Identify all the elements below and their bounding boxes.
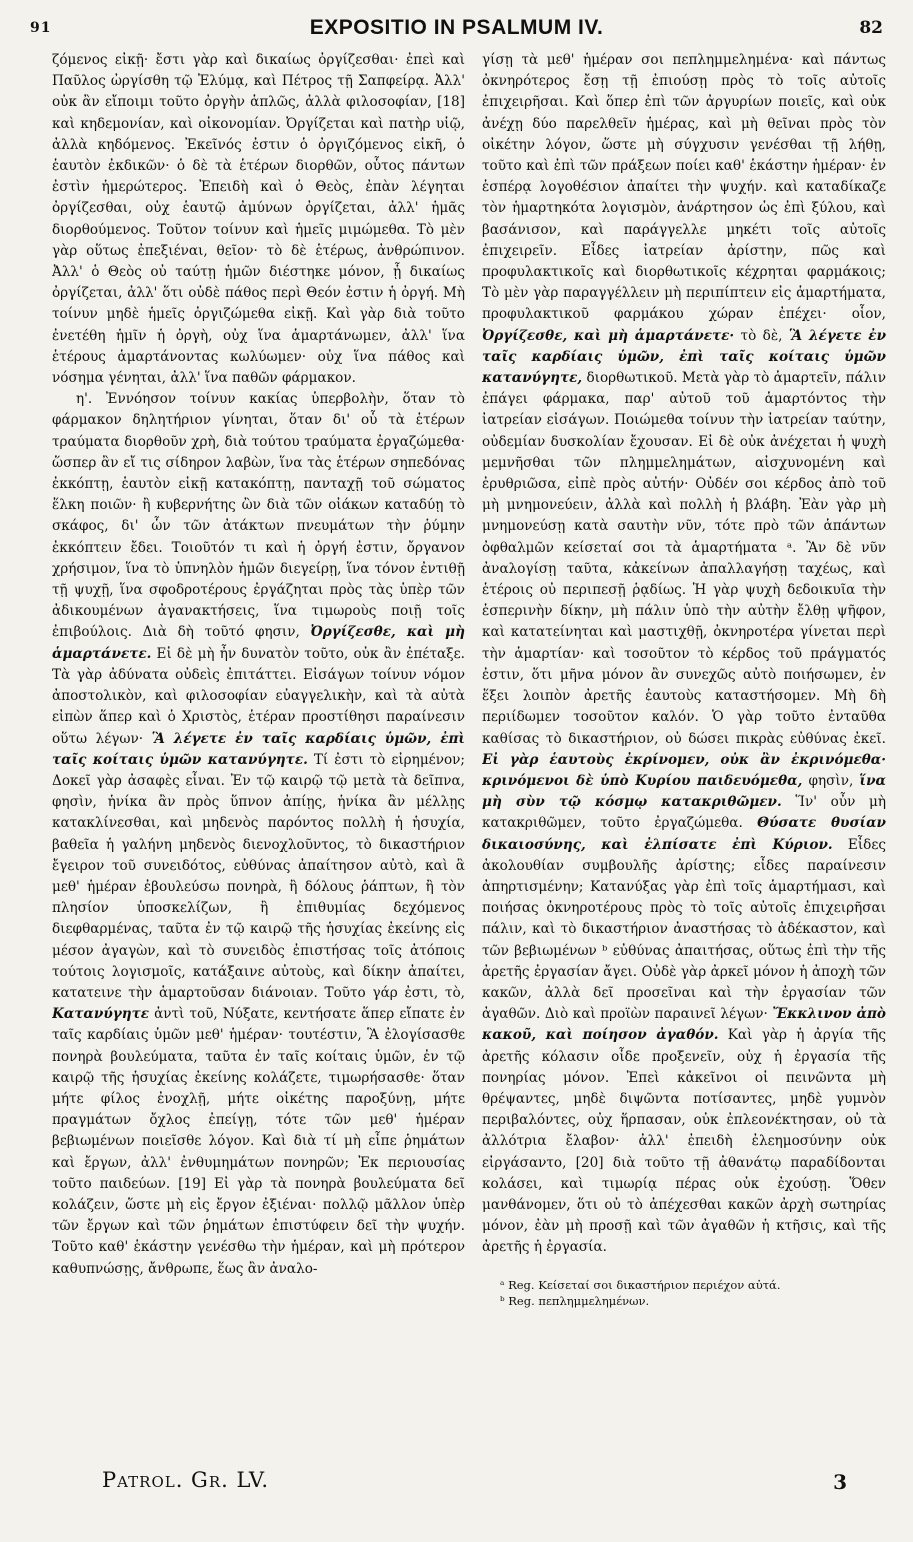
volume-signature: Patrol. Gr. LV. bbox=[102, 1468, 270, 1492]
right-column bbox=[482, 50, 886, 1450]
scripture-quote: Κατανύγητε bbox=[52, 1006, 150, 1023]
text-run: Τί ἐστι τὸ εἰρημένον; Δοκεῖ γὰρ ἀσαφὲς εἶναι. Ἐν τῷ καιρῷ τῷ μετὰ τὰ δεῖπνα, φησὶν, ἡνίκα ἂν πρὸς ὕπνον ἀπίῃς, ἡνίκα ἂν μέλλῃς κατακλίνεσθαι, καὶ μηδενὸς παρόντος πολλὴ ἡ ἡσυχία, βαθεῖα ἡ γαλήνη μηδενὸς διενοχλοῦντος, τὸ δικαστήριον ἔγειρον τοῦ συνειδότος, εὐθύνας ἀπαίτησον αὐτὸ, καὶ ἃ μεθ' ἡμέραν ἐβουλεύσω πονηρὰ, ἢ δόλους ῥάπτων, ἢ τὸν πλησίον ὑποσκελίζων, ἢ ἐπιθυμίας δεχόμενος διεφθαρμένας, ταῦτα ἐν τῷ καιρῷ τῆς ἡσυχίας ἐκείνης εἰς μέσον ἀγαγὼν, καὶ τὸ συνειδὸς ἐπιστήσας τοῖς ἀτόποις τούτοις λογισμοῖς, κατάξαινε αὐτοὺς, καὶ δίκην ἀπαίτει, κατατεινε τὴν ἁμαρτοῦσαν διάνοιαν. Τοῦτο γάρ ἐστι, τὸ, bbox=[52, 751, 465, 1001]
scripture-quote: Εἰ γὰρ ἑαυτοὺς ἐκρίνομεν, οὐκ ἂν ἐκρινόμεθα· κρινόμενοι δὲ ὑπὸ Κυρίου παιδευόμεθα, bbox=[482, 751, 886, 789]
text-run: η'. Ἐννόησον τοίνυν κακίας ὑπερβολὴν, ὅταν τὸ φάρμακον δηλητήριον γίνηται, ὅταν δι' οὗ τὰ ἑτέρων τραύματα διορθοῦν χρὴ, διὰ τούτου τραύματα ἐργαζώμεθα· ὥσπερ ἂν εἴ τις σίδηρον λαβὼν, ἵνα τὰς ἑτέρων σηπεδόνας ἐκκόπτῃ, ἑαυτὸν εἰκῇ κατακόπτῃ, πανταχῇ τοῦ σώματος ἕλκη ποιῶν· ἢ κυβερνήτης ὢν διὰ τῶν οἰάκων καταδύῃ τὸ σκάφος, δι' ὧν τῶν ἀτάκτων πνευμάτων τὴν ῥύμην ἐκκόπτειν ἔδει. Τοιοῦτόν τι καὶ ἡ ὀργή ἐστιν, ὄργανον χρήσιμον, ἵνα τὸ ὑπνηλὸν ἡμῶν διεγείρῃ, ἵνα τόνον ἐντιθῇ τῇ ψυχῇ, ἵνα σφοδροτέρους ἐργάζηται πρὸς τὰς ὑπὲρ τῶν ἀδικουμένων ἀγανακτήσεις, ἵνα τιμωροὺς ποιῇ τοῖς ἐπιβούλοις. Διὰ δὴ τοῦτό φησιν, bbox=[52, 391, 465, 641]
scripture-quote: Ἃ λέγετε ἐν ταῖς καρδίαις ὑμῶν, ἐπὶ ταῖς κοίταις ὑμῶν κατανύγητε, bbox=[482, 327, 886, 387]
text-run: Ἵν' οὖν μὴ κατακριθῶμεν, τοῦτο ἐργαζώμεθα. bbox=[482, 794, 886, 832]
paragraph bbox=[482, 50, 886, 1259]
scripture-quote: ἵνα μὴ σὺν τῷ κόσμῳ κατακριθῶμεν. bbox=[482, 772, 886, 811]
scripture-quote: Ἃ λέγετε ἐν ταῖς καρδίαις ὑμῶν, ἐπὶ ταῖς κοίταις ὑμῶν κατανύγητε. bbox=[52, 730, 465, 768]
scripture-quote: Ὀργίζεσθε, καὶ μὴ ἁμαρτάνετε· bbox=[482, 327, 735, 344]
paragraph: ζόμενος εἰκῇ· ἔστι γὰρ καὶ δικαίως ὀργίζεσθαι· ἐπεὶ καὶ Παῦλος ὠργίσθη τῷ Ἐλύμᾳ, καὶ Πέτρος τῇ Σαπφείρᾳ. Ἀλλ' οὐκ ἂν εἴποιμι τοῦτο ὀργὴν ἁπλῶς, ἀλλὰ φιλοσοφίαν, [18] καὶ κηδεμονίαν, καὶ οἰκονομίαν. Ὀργίζεται καὶ πατὴρ υἱῷ, ἀλλὰ κηδόμενος. Ἐκεῖνός ἐστιν ὁ ὀργιζόμενος εἰκῆ, ὁ ἑαυτὸν ἐκδικῶν· ὁ δὲ τὰ ἑτέρων διορθῶν, οὗτος πάντων ἐστὶν ἡμερώτερος. Ἐπειδὴ καὶ ὁ Θεὸς, ἐπὰν λέγηται ὀργίζεσθαι, οὐχ ἑαυτῷ ἀμύνων ὀργίζεται, ἀλλ' ἡμᾶς διορθούμενος. Τοῦτον τοίνυν καὶ ἡμεῖς μιμώμεθα. Τὸ μὲν γὰρ οὕτως ἐπεξιέναι, θεῖον· τὸ δὲ ἑτέρως, ἀνθρώπινον. Ἀλλ' ὁ Θεὸς οὐ ταύτῃ ἡμῶν διέστηκε μόνον, ᾗ δικαίως ὀργίζεται, ἀλλ' ὅτι οὐδὲ πάθος περὶ Θεόν ἐστιν ἡ ὀργή. Μὴ τοίνυν μηδὲ ἡμεῖς ὀργιζώμεθα εἰκῇ. Καὶ γὰρ διὰ τοῦτο ἐνετέθη ἡμῖν ἡ ὀργὴ, οὐχ ἵνα ἁμαρτάνωμεν, ἀλλ' ἵνα ἑτέρους ἁμαρτάνοντας κωλύωμεν· οὐχ ἵνα πάθος καὶ νόσημα γένηται, ἀλλ' ἵνα παθῶν φάρμακον. bbox=[52, 52, 465, 387]
text-run: τὸ δὲ, bbox=[734, 327, 789, 344]
page-number-left: 91 bbox=[30, 20, 52, 36]
text-run: Εἰ δὲ μὴ ἦν δυνατὸν τοῦτο, οὐκ ἂν ἐπέταξε. Τὰ γὰρ ἀδύνατα οὐδεὶς ἐπιτάττει. Εἰσάγων τοίνυν νόμον ἀποστολικὸν, καὶ φιλοσοφίαν εὐαγγελικὴν, καὶ τὰ αὐτὰ εἰπὼν ἅπερ καὶ ὁ Χριστὸς, ἑτέραν προστίθησι παραίνεσιν οὕτω λέγων· bbox=[52, 645, 465, 747]
text-run: φησὶν, bbox=[802, 772, 860, 789]
page-footer bbox=[52, 1468, 873, 1508]
scripture-quote: Ὀργίζεσθε, καὶ μὴ ἁμαρτάνετε. bbox=[52, 624, 465, 662]
gathering-number: 3 bbox=[833, 1470, 847, 1494]
text-run: Εἶδες ἀκολουθίαν συμβουλῆς ἀρίστης; εἶδες παραίνεσιν ἀπηρτισμένην; Κατανύξας γὰρ ἐπὶ τοῖς ἁμαρτήμασι, καὶ ποιήσας ὀκνηροτέρους πρὸς τὸ τοῖς αὐτοῖς ἐπιχειρῆσαι πάλιν, καὶ τὸ δικαστήριον ἀναστήσας τὸ ἀδέκαστον, καὶ τῶν βεβιωμένων ᵇ εὐθύνας ἀπαιτήσας, οὕτως ἐπὶ τὴν τῆς ἀρετῆς ἐργασίαν ἄγει. Οὐδὲ γὰρ ἀρκεῖ μόνον ἡ ἀποχὴ τῶν κακῶν, ἀλλὰ δεῖ προσεῖναι καὶ τὴν ἐργασίαν τῶν ἀγαθῶν. Διὸ καὶ προϊὼν παραινεῖ λέγων· bbox=[482, 836, 886, 1023]
text-run: διορθωτικοῦ. Μετὰ γὰρ τὸ ἁμαρτεῖν, πάλιν ἐπάγει φάρμακα, παρ' αὐτοῦ τοῦ ἁμαρτόντος τὴν ἰατρείαν εἰσάγων. Ποιώμεθα τοίνυν τὴν ἰατρείαν ταύτην, οὐδεμίαν δυσκολίαν ἔχουσαν. Εἰ δὲ οὐκ ἀνέχεται ἡ ψυχὴ μεμνῆσθαι τῶν πλημμελημάτων, αἰσχυνομένη καὶ ἐρυθριῶσα, εἰπὲ πρὸς αὐτήν· Οὐδέν σοι κέρδος ἀπὸ τοῦ μὴ μνημονεύειν, ἀλλὰ καὶ πολλὴ ἡ βλάβη. Ἐὰν γὰρ μὴ μνημονεύσῃ κατὰ σαυτὴν νῦν, τότε πρὸ τῶν ἁπάντων ὀφθαλμῶν κείσεταί σοι τὰ ἁμαρτήματα ᵃ. Ἂν δὲ νῦν ἀναλογίσῃ ταῦτα, κἀκείνων ἀπαλλαγήσῃ ταχέως, καὶ ἑτέροις οὐ περιπεσῇ ῥᾳδίως. Ἡ γὰρ ψυχὴ δεδοικυῖα τὴν ἑσπερινὴν δίκην, μὴ πάλιν ὑπὸ τὴν αὐτὴν ἔλθῃ ψῆφον, καὶ κατατείνηται καὶ μαστιχθῇ, ὀκνηροτέρα γίνεται περὶ τὴν ἁμαρτίαν· καὶ τοσοῦτον τὸ κέρδος τοῦ πράγματός ἐστιν, ὅτι μῆνα μόνον ἂν συνεχῶς αὐτὸ ποιήσωμεν, ἐν ἕξει λοιπὸν ἀρετῆς ἑαυτοὺς καταστήσομεν. Μὴ δὴ περιίδωμεν τοσοῦτον καλόν. Ὁ γὰρ τοῦτο ἐνταῦθα καθίσας τὸ δικαστήριον, οὐ δώσει πικρὰς εὐθύνας ἐκεῖ. bbox=[482, 370, 886, 747]
text-run: ἀντὶ τοῦ, Νύξατε, κεντήσατε ἅπερ εἴπατε ἐν ταῖς καρδίαις ὑμῶν μεθ' ἡμέραν· τουτέστιν, Ἃ ἐλογίσασθε πονηρὰ βουλεύματα, ταῦτα ἐν ταῖς κοίταις ὑμῶν, ἐν τῷ καιρῷ τῆς ἡσυχίας ἐκείνης κολάζετε, τιμωρήσασθε· ὅταν μήτε φίλος ἐνοχλῇ, μήτε οἰκέτης παροξύνῃ, μήτε πραγμάτων ὄχλος ἐπείγῃ, τότε τῶν μεθ' ἡμέραν βεβιωμένων ποιεῖσθε λόγον. Καὶ διὰ τί μὴ εἶπε ῥημάτων καὶ ἔργων, ἀλλ' ἐνθυμημάτων πονηρῶν; Ἐκ περιουσίας τοῦτο παιδεύων. [19] Εἰ γὰρ τὰ πονηρὰ βουλεύματα δεῖ κολάζειν, ὥστε μὴ εἰς ἔργον ἐξιέναι· πολλῷ μᾶλλον ὑπὲρ τῶν ἔργων καὶ τῶν ῥημάτων ἐπιστύφειν δεῖ τὴν ψυχήν. Τοῦτο καθ' ἑκάστην γενέσθω τὴν ἡμέραν, καὶ μὴ πρότερον καθυπνώσῃς, ἄνθρωπε, ἕως ἂν ἀναλο- bbox=[52, 1006, 465, 1277]
page-number-right: 82 bbox=[859, 18, 883, 38]
text-run: γίσῃ τὰ μεθ' ἡμέραν σοι πεπλημμελημένα· καὶ πάντως ὀκνηρότερος ἔσῃ τῇ ἐπιούσῃ πρὸς τὸ τοῖς αὐτοῖς ἐπιχειρῆσαι. Καὶ ὅπερ ἐπὶ τῶν ἀργυρίων ποιεῖς, καὶ οὐκ ἀνέχῃ δύο παρελθεῖν ἡμέρας, καὶ μὴ θεῖναι πρὸς τὸν οἰκέτην λόγον, ὥστε μὴ σύγχυσιν γενέσθαι τῇ λήθῃ, τοῦτο καὶ ἐπὶ τῶν πράξεων ποίει καθ' ἑκάστην ἡμέραν· ἐν ἑσπέρᾳ λογοθέσιον ἀπαίτει τὴν ψυχήν. καὶ καταδίκαζε τὸν ἡμαρτηκότα λογισμὸν, ἀνάρτησον ὡς ἐπὶ ξύλου, καὶ βασάνισον, καὶ παράγγελλε μηκέτι τοῖς αὐτοῖς ἐπιχειρεῖν. Εἶδες ἰατρείαν ἀρίστην, πῶς καὶ προφυλακτικοῖς καὶ διορθωτικοῖς κέχρηται φαρμάκοις; Τὸ μὲν γὰρ παραγγέλλειν μὴ περιπίπτειν εἰς ἁμαρτήματα, προφυλακτικοῦ φαρμάκου χώραν ἐπέχει· οἷον, bbox=[482, 52, 886, 323]
footnote-b: ᵇ Reg. πεπλημμελημένων. bbox=[500, 1293, 650, 1308]
left-column bbox=[52, 50, 465, 1450]
scripture-quote: Ἔκκλινον ἀπὸ κακοῦ, καὶ ποίησον ἀγαθόν. bbox=[482, 1006, 886, 1044]
running-title: EXPOSITIO IN PSALMUM IV. bbox=[309, 16, 604, 39]
paragraph-section-8 bbox=[52, 389, 465, 1280]
footnote-a: ᵃ Reg. Κείσεταί σοι δικαστήριον περιέχον αὐτά. bbox=[500, 1277, 781, 1292]
scripture-quote: Θύσατε θυσίαν δικαιοσύνης, καὶ ἐλπίσατε ἐπὶ Κύριον. bbox=[482, 815, 886, 853]
running-header bbox=[30, 16, 883, 46]
text-run: Καὶ γὰρ ἡ ἀργία τῆς ἀρετῆς κόλασιν οἶδε προξενεῖν, οὐχ ἡ ἐργασία τῆς πονηρίας μόνον. Ἐπεὶ κἀκεῖνοι οἱ πεινῶντα μὴ θρέψαντες, μηδὲ διψῶντα ποτίσαντες, μηδὲ γυμνὸν περιβαλόντες, οὐχ ἥρπασαν, οὐκ ἐπλεονέκτησαν, οὐ τὰ ἀλλότρια ἔλαβον· ἀλλ' ἐπειδὴ ἐλεημοσύνην οὐκ εἰργάσαντο, [20] διὰ τοῦτο τῇ ἀθανάτῳ παραδίδονται κολάσει, καὶ τιμωρίᾳ πέρας οὐκ ἐχούσῃ. Ὅθεν μανθάνομεν, ὅτι οὐ τὸ ἀπέχεσθαι κακῶν ἀρχὴ σωτηρίας μόνον, ἐὰν μὴ προσῇ καὶ τῶν ἀγαθῶν ἡ κτῆσις, καὶ τῆς ἀρετῆς ἡ ἐργασία. bbox=[482, 1027, 886, 1256]
footnotes bbox=[482, 1277, 886, 1309]
